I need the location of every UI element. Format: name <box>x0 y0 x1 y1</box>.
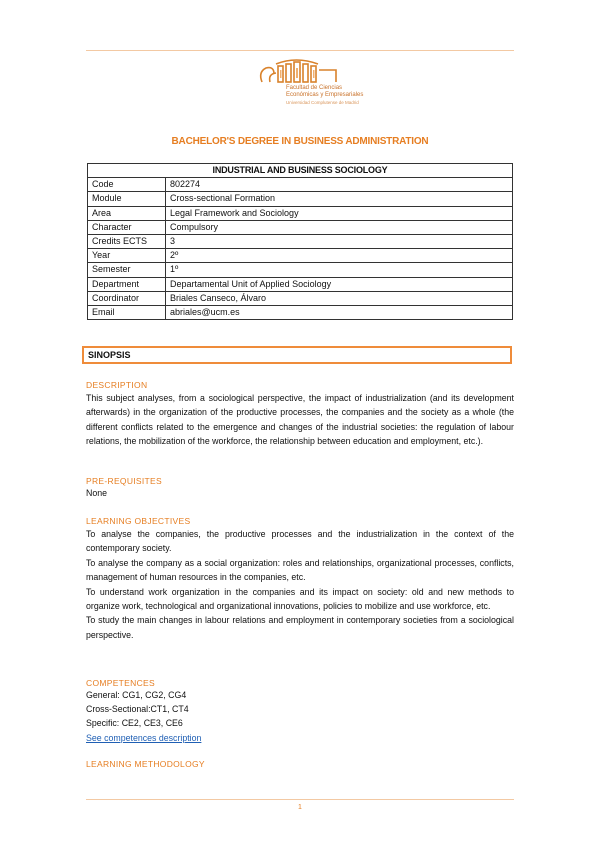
row-key-year: Year <box>88 249 166 263</box>
logo-line-2: Económicas y Empresariales <box>286 92 364 98</box>
row-key-coordinator: Coordinator <box>88 291 166 305</box>
learning-objectives-list <box>86 527 514 642</box>
row-key-email: Email <box>88 305 166 319</box>
row-value-semester: 1º <box>166 263 513 277</box>
row-value-area: Legal Framework and Sociology <box>166 206 513 220</box>
sinopsis-heading: SINOPSIS <box>82 346 512 364</box>
prerequisites-text: None <box>86 488 108 498</box>
row-key-credits: Credits ECTS <box>88 234 166 248</box>
description-text: This subject analyses, from a sociological perspective, the impact of industrialization (and its development afterwards) in the organization of the productive processes, the companies and the society as a whole (the different conflicts related to the emergence and changes of the industrial societies: the regulation of labour relations, the mobilization of the workforce, the relationship between education and employment, etc.). <box>86 393 514 447</box>
row-value-coordinator: Briales Canseco, Álvaro <box>166 291 513 305</box>
row-key-code: Code <box>88 178 166 192</box>
table-row <box>88 291 513 305</box>
row-key-module: Module <box>88 192 166 206</box>
description-label: DESCRIPTION <box>86 380 148 390</box>
objective-item: To analyse the companies, the productive processes and the industrialization in the context of the contemporary society. <box>86 529 514 554</box>
table-row <box>88 263 513 277</box>
row-key-character: Character <box>88 220 166 234</box>
competences-label: COMPETENCES <box>86 678 155 688</box>
table-row <box>88 234 513 248</box>
degree-title: BACHELOR'S DEGREE IN BUSINESS ADMINISTRATION <box>171 136 429 147</box>
row-value-credits: 3 <box>166 234 513 248</box>
logo-line-3: Universidad Complutense de Madrid <box>286 100 359 105</box>
learning-objectives-label: LEARNING OBJECTIVES <box>86 516 191 526</box>
row-value-module: Cross-sectional Formation <box>166 192 513 206</box>
faculty-logo <box>256 58 364 114</box>
objective-item: To study the main changes in labour relations and employment in contemporary societies from a sociological perspective. <box>86 615 514 640</box>
header-rule <box>86 50 514 51</box>
competences-cross-sectional: Cross-Sectional:CT1, CT4 <box>86 704 189 714</box>
row-value-year: 2º <box>166 249 513 263</box>
table-row <box>88 277 513 291</box>
subject-info-table <box>87 163 513 320</box>
row-key-area: Area <box>88 206 166 220</box>
table-row <box>88 206 513 220</box>
footer-rule <box>86 799 514 800</box>
logo-line-1: Facultad de Ciencias <box>286 85 343 91</box>
row-key-semester: Semester <box>88 263 166 277</box>
table-row <box>88 305 513 319</box>
competences-description-link[interactable]: See competences description <box>86 733 202 743</box>
page-number: 1 <box>298 804 302 811</box>
subject-title: INDUSTRIAL AND BUSINESS SOCIOLOGY <box>88 164 513 178</box>
competences-general: General: CG1, CG2, CG4 <box>86 690 187 700</box>
competences-specific: Specific: CE2, CE3, CE6 <box>86 718 183 728</box>
learning-methodology-label: LEARNING METHODOLOGY <box>86 759 205 769</box>
row-value-character: Compulsory <box>166 220 513 234</box>
row-value-code: 802274 <box>166 178 513 192</box>
row-key-department: Department <box>88 277 166 291</box>
table-row <box>88 220 513 234</box>
prerequisites-label: PRE-REQUISITES <box>86 476 162 486</box>
table-row <box>88 192 513 206</box>
objective-item: To analyse the company as a social organization: roles and relationships, organizational processes, conflicts, management of human resources in the companies, etc. <box>86 557 514 583</box>
table-row <box>88 249 513 263</box>
row-value-department: Departamental Unit of Applied Sociology <box>166 277 513 291</box>
table-row <box>88 178 513 192</box>
objective-item: To understand work organization in the companies and its impact on society: old and new methods to organize work, technological and organizational innovations, policies to mobilize and use workforce, etc. <box>86 586 514 612</box>
table-title-row <box>88 164 513 178</box>
row-value-email: abriales@ucm.es <box>166 305 513 319</box>
